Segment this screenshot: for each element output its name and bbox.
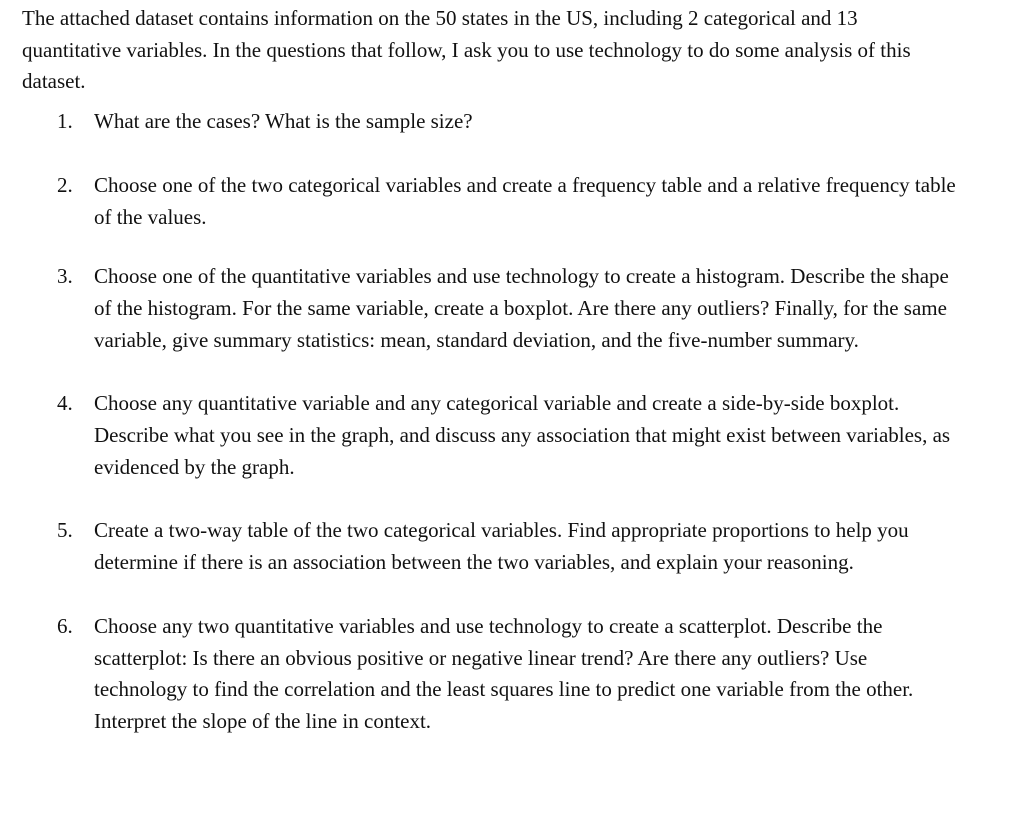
question-number: 2.	[57, 172, 73, 197]
intro-paragraph: The attached dataset contains information on the 50 states in the US, including 2 categorical and 13 quantitative variables. In the questions that follow, I ask you to use technology to do some analysis of this dataset.	[22, 6, 911, 94]
document-page	[22, 3, 1022, 738]
question-item	[22, 515, 962, 578]
question-number: 5.	[57, 518, 73, 543]
question-item	[22, 170, 962, 233]
question-text: Create a two-way table of the two categorical variables. Find appropriate proportions to help you determine if there is an association between the two variables, and explain your reasoning.	[94, 518, 909, 575]
question-text: Choose any two quantitative variables and use technology to create a scatterplot. Describe the scatterplot: Is there an obvious positive or negative linear trend? Are there any outliers? Use technology to find the correlation and the least squares line to predict one variable from the other. Interpret the slope of the line in context.	[94, 613, 914, 733]
question-text: Choose one of the quantitative variables and use technology to create a histogram. Describe the shape of the histogram. For the same variable, create a boxplot. Are there any outliers? Finally, for the same variable, give summary statistics: mean, standard deviation, and the five-number summary.	[94, 264, 949, 352]
question-item	[22, 261, 962, 356]
question-list	[22, 106, 1022, 738]
question-text: What are the cases? What is the sample size?	[94, 109, 473, 134]
question-number: 4.	[57, 391, 73, 416]
question-number: 3.	[57, 264, 73, 289]
question-item	[22, 611, 962, 738]
question-item	[22, 106, 962, 138]
question-item	[22, 388, 962, 483]
question-number: 1.	[57, 109, 73, 134]
question-number: 6.	[57, 613, 73, 638]
question-text: Choose any quantitative variable and any categorical variable and create a side-by-side boxplot. Describe what you see in the graph, and discuss any association that might exist between variables, as evidenced by the graph.	[94, 391, 951, 479]
question-text: Choose one of the two categorical variables and create a frequency table and a relative frequency table of the values.	[94, 172, 956, 229]
